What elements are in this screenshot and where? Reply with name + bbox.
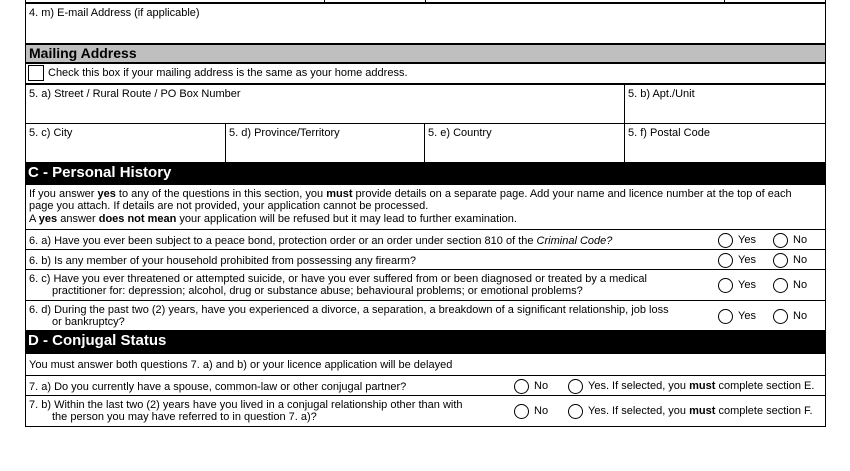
question-7b-row bbox=[25, 395, 826, 427]
mailing-address-heading: Mailing Address bbox=[25, 44, 826, 63]
yes-label: Yes bbox=[738, 234, 756, 246]
question-7b-text: the person you may have referred to in question 7. a)? bbox=[52, 411, 317, 423]
email-field[interactable] bbox=[25, 3, 826, 44]
criminal-code-reference: Criminal Code? bbox=[536, 235, 613, 247]
no-label: No bbox=[793, 279, 808, 291]
question-6b-no-radio[interactable] bbox=[773, 253, 788, 268]
country-label: 5. e) Country bbox=[428, 127, 492, 139]
no-label: No bbox=[534, 380, 549, 392]
city-label: 5. c) City bbox=[29, 127, 73, 139]
yes-label: Yes bbox=[738, 279, 756, 291]
personal-history-intro bbox=[25, 184, 826, 230]
yes-label: Yes bbox=[738, 254, 756, 266]
question-7a-yes-radio[interactable] bbox=[568, 379, 583, 394]
city-field[interactable] bbox=[25, 123, 226, 163]
question-6c-row bbox=[25, 269, 826, 301]
no-label: No bbox=[793, 254, 808, 266]
personal-history-heading: C - Personal History bbox=[25, 163, 826, 184]
apt-unit-label: 5. b) Apt./Unit bbox=[628, 88, 695, 100]
intro-does-not-emphasis: does not mean bbox=[98, 213, 177, 225]
conjugal-note-row bbox=[25, 353, 826, 376]
question-7b-text: 7. b) Within the last two (2) years have you lived in a conjugal relationship other than with bbox=[29, 399, 463, 411]
same-address-label: Check this box if your mailing address is the same as your home address. bbox=[48, 67, 408, 79]
country-field[interactable] bbox=[424, 123, 625, 163]
intro-must-emphasis: must bbox=[326, 188, 353, 200]
intro-text: your application will be refused but it may lead to further examination. bbox=[176, 213, 517, 225]
question-6b-text: 6. b) Is any member of your household prohibited from possessing any firearm? bbox=[29, 255, 417, 267]
apt-unit-field[interactable] bbox=[624, 84, 826, 124]
question-6c-text: 6. c) Have you ever threatened or attempted suicide, or have you ever suffered from or been diagnosed or treated by a medical bbox=[29, 273, 647, 285]
question-6a-text: 6. a) Have you ever been subject to a peace bond, protection order or an order under section 810 of the bbox=[29, 235, 537, 247]
question-6b-yes-radio[interactable] bbox=[718, 253, 733, 268]
intro-text: to any of the questions in this section, you bbox=[115, 188, 327, 200]
question-7a-text: 7. a) Do you currently have a spouse, common-law or other conjugal partner? bbox=[29, 381, 407, 393]
no-label: No bbox=[793, 310, 808, 322]
postal-code-field[interactable] bbox=[624, 123, 826, 163]
question-6a-yes-radio[interactable] bbox=[718, 233, 733, 248]
province-label: 5. d) Province/Territory bbox=[229, 127, 340, 139]
question-6c-yes-radio[interactable] bbox=[718, 278, 733, 293]
intro-yes-emphasis: yes bbox=[97, 188, 116, 200]
province-field[interactable] bbox=[225, 123, 425, 163]
no-label: No bbox=[793, 234, 808, 246]
intro-text: provide details on a separate page. Add your name and licence number at the top of each bbox=[352, 188, 792, 200]
question-7b-yes-radio[interactable] bbox=[568, 404, 583, 419]
same-address-checkbox[interactable] bbox=[28, 65, 44, 81]
question-6d-no-radio[interactable] bbox=[773, 309, 788, 324]
question-6c-text: practitioner for: depression; alcohol, drug or substance abuse; behavioural problems; or emotional problems? bbox=[52, 285, 583, 297]
intro-text: page you attach. If details are not provided, your application cannot be processed. bbox=[29, 200, 429, 212]
conjugal-note: You must answer both questions 7. a) and b) or your licence application will be delayed bbox=[29, 359, 453, 371]
same-address-row bbox=[25, 63, 826, 84]
street-label: 5. a) Street / Rural Route / PO Box Number bbox=[29, 88, 241, 100]
intro-text: If you answer bbox=[29, 188, 98, 200]
postal-code-label: 5. f) Postal Code bbox=[628, 127, 710, 139]
question-6d-row bbox=[25, 300, 826, 331]
question-7a-no-radio[interactable] bbox=[514, 379, 529, 394]
question-7a-yes-label: Yes. If selected, you must complete section E. bbox=[588, 380, 815, 392]
yes-label: Yes bbox=[738, 310, 756, 322]
question-7b-no-radio[interactable] bbox=[514, 404, 529, 419]
question-6d-text: 6. d) During the past two (2) years, have you experienced a divorce, a separation, a breakdown of a significant relationship, job loss bbox=[29, 304, 669, 316]
question-6b-row bbox=[25, 249, 826, 270]
question-6d-text: or bankruptcy? bbox=[52, 316, 125, 328]
conjugal-status-heading: D - Conjugal Status bbox=[25, 331, 826, 353]
question-7a-row bbox=[25, 375, 826, 396]
question-6a-row bbox=[25, 229, 826, 250]
no-label: No bbox=[534, 405, 549, 417]
intro-yes-emphasis: yes bbox=[38, 213, 58, 225]
question-6d-yes-radio[interactable] bbox=[718, 309, 733, 324]
email-label: 4. m) E-mail Address (if applicable) bbox=[29, 7, 200, 19]
question-6c-no-radio[interactable] bbox=[773, 278, 788, 293]
street-field[interactable] bbox=[25, 84, 625, 124]
question-6a-no-radio[interactable] bbox=[773, 233, 788, 248]
question-7b-yes-label: Yes. If selected, you must complete section F. bbox=[588, 405, 813, 417]
intro-text: answer bbox=[57, 213, 99, 225]
intro-text: A bbox=[29, 213, 39, 225]
